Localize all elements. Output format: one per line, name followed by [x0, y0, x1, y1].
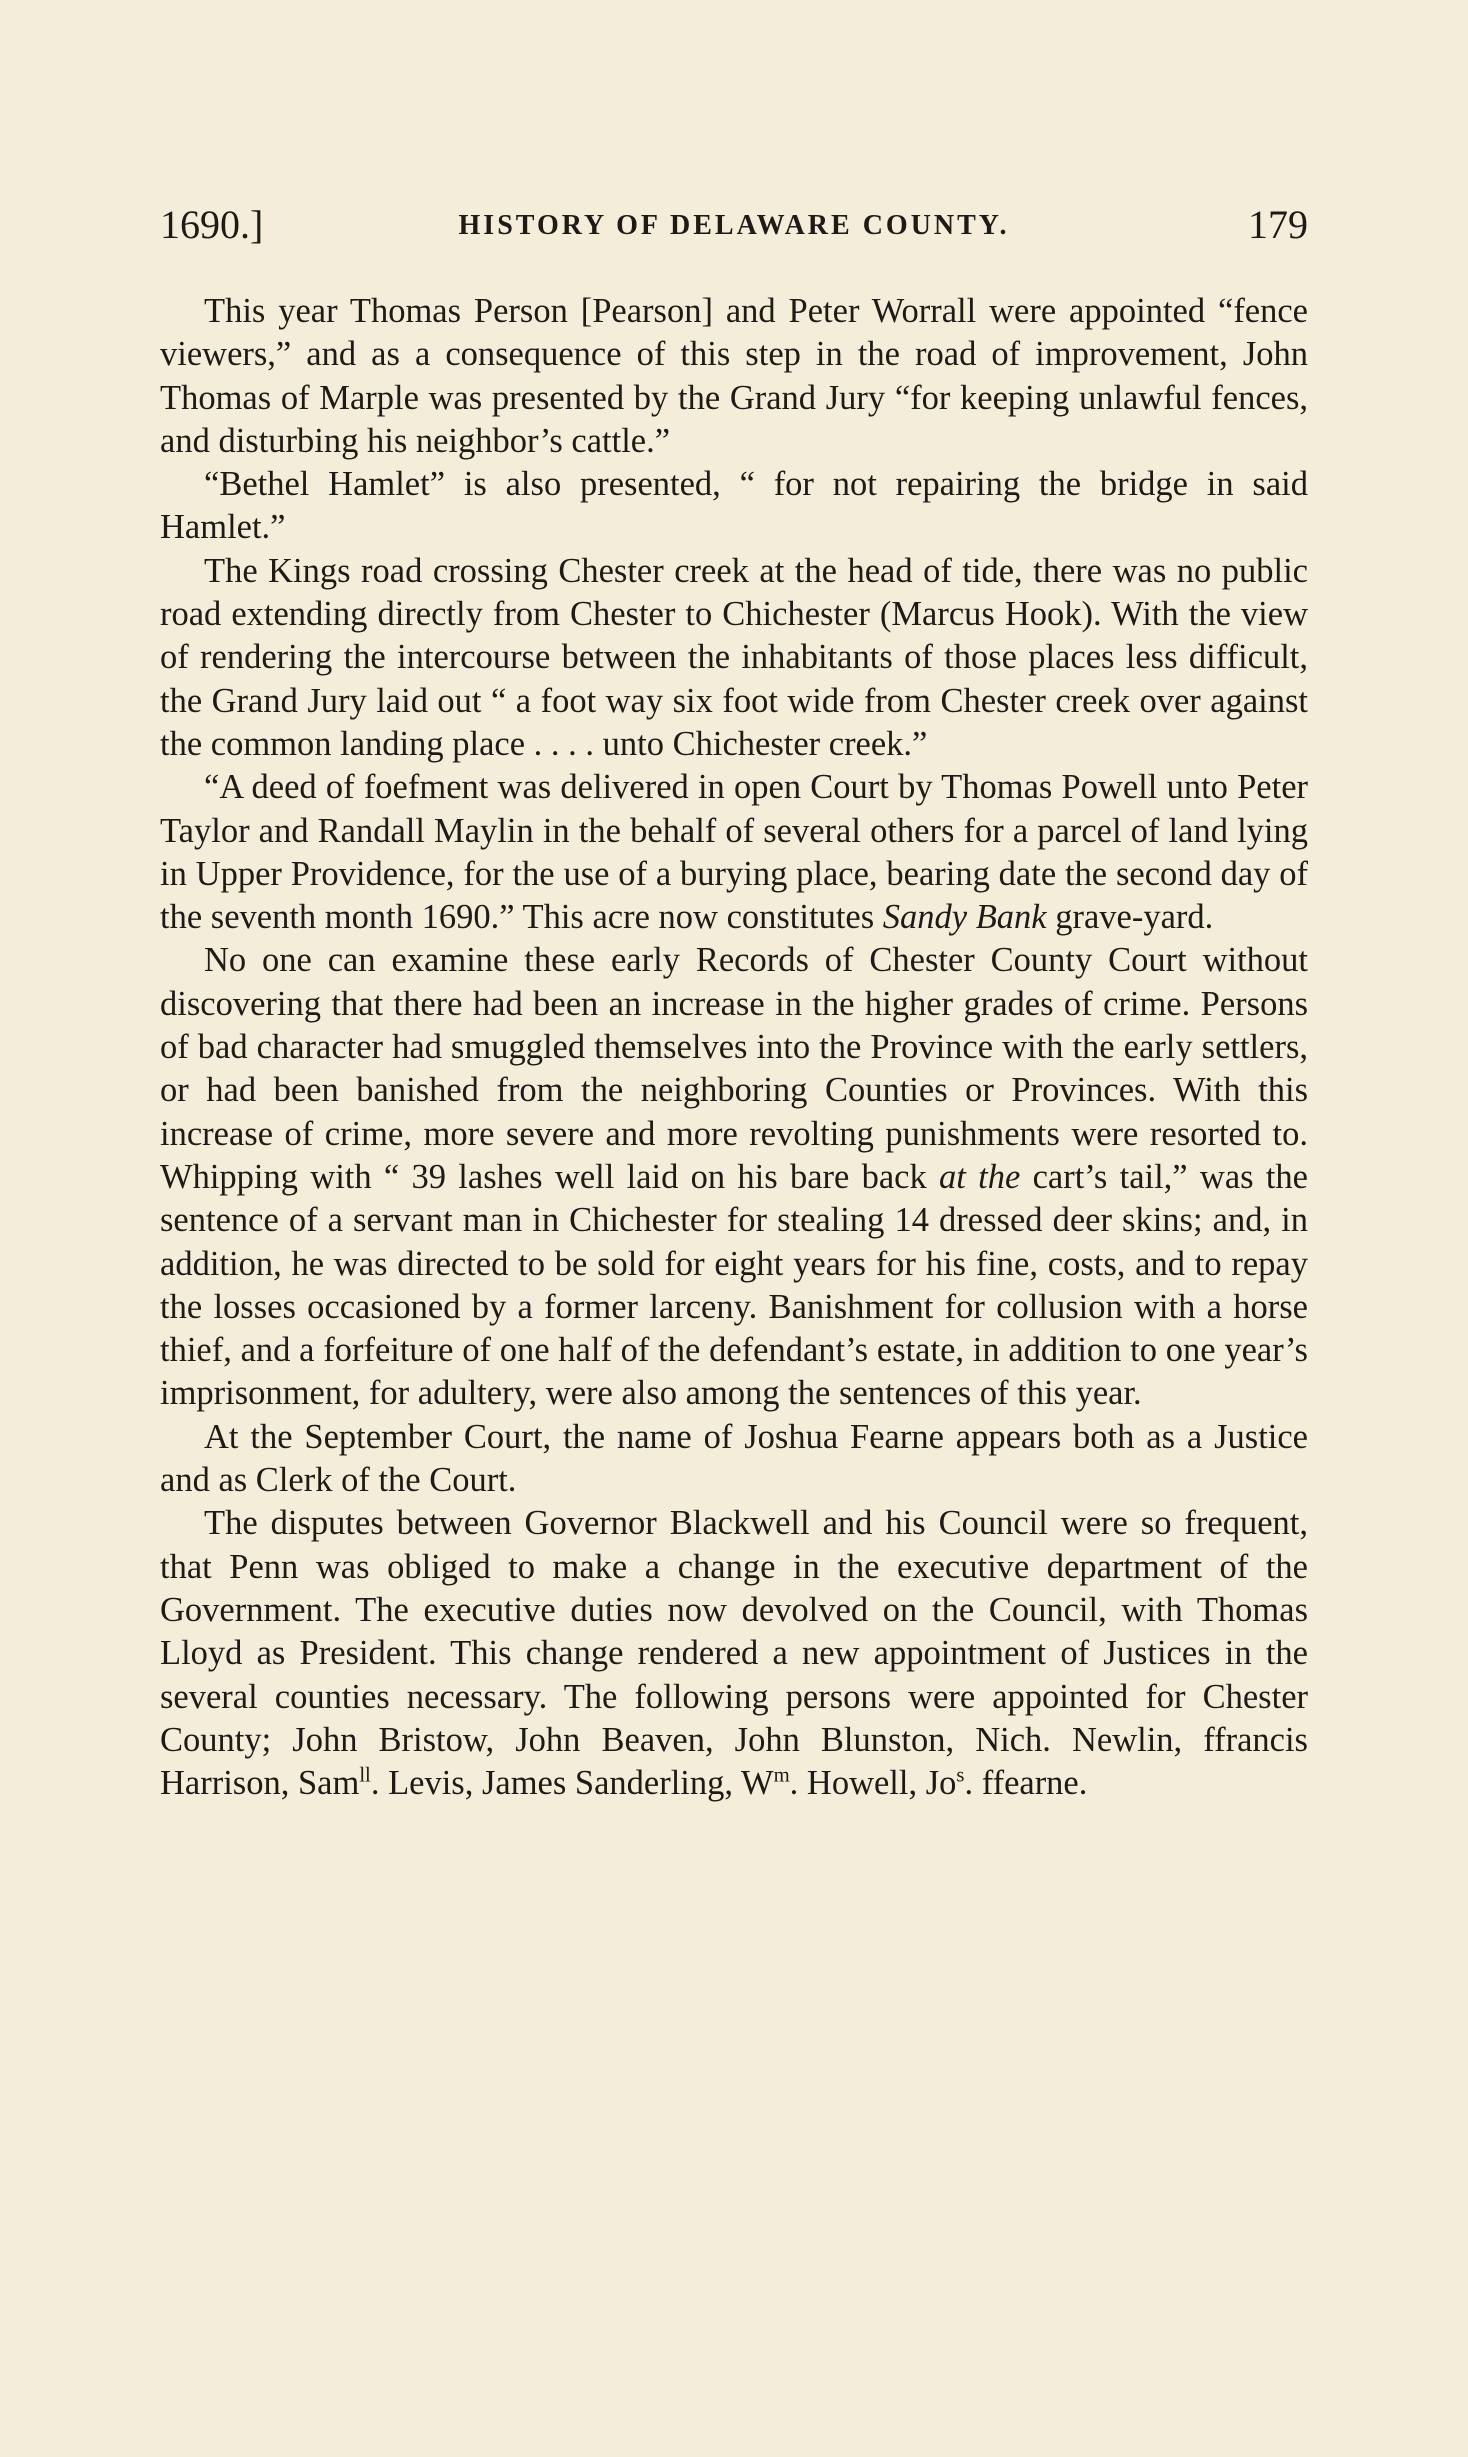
paragraph: “A deed of foefment was delivered in open Court by Thomas Powell unto Peter Taylor and Randall Maylin in the behalf of several others for a parcel of land lying in Upper Providence, for the use of a burying place, bearing date the second day of the seventh month 1690.” This acre now constitutes Sandy Bank grave-yard. [160, 768, 1308, 937]
running-title: HISTORY OF DELAWARE COUNTY. [458, 210, 1010, 241]
superscript: m [773, 1764, 790, 1787]
page-number: 179 [1248, 202, 1308, 247]
italic-text: Sandy Bank [882, 898, 1047, 937]
superscript: s [956, 1764, 965, 1787]
italic-text: at the [939, 1157, 1021, 1196]
header-year: 1690.] [160, 202, 264, 247]
paragraph: At the September Court, the name of Joshua Fearne appears both as a Justice and as Clerk of the Court. [160, 1417, 1308, 1500]
body-text [160, 290, 1308, 1805]
paragraph: “Bethel Hamlet” is also presented, “ for not repairing the bridge in said Hamlet.” [160, 465, 1308, 547]
paragraph: This year Thomas Person [Pearson] and Peter Worrall were appointed “fence viewers,” and as a consequence of this step in the road of improvement, John Thomas of Marple was presented by the Grand Jury “for keeping unlawful fences, and disturbing his neighbor’s cattle.” [160, 292, 1308, 460]
paragraph: The Kings road crossing Chester creek at the head of tide, there was no public road extending directly from Chester to Chichester (Marcus Hook). With the view of rendering the intercourse between the inhabitants of those places less difficult, the Grand Jury laid out “ a foot way six foot wide from Chester creek over against the common landing place . . . . unto Chichester creek.” [160, 551, 1308, 763]
paragraph: No one can examine these early Records of Chester County Court without discovering that there had been an increase in the higher grades of crime. Persons of bad character had smuggled themselves into the Province with the early settlers, or had been banished from the neighboring Counties or Provinces. With this increase of crime, more severe and more revolting punishments were resorted to. Whipping with “ 39 lashes well laid on his bare back at the cart’s tail,” was the sentence of a servant man in Chichester for stealing 14 dressed deer skins; and, in addition, he was directed to be sold for eight years for his fine, costs, and to repay the losses occasioned by a former larceny. Banishment for collusion with a horse thief, and a forfeiture of one half of the defendant’s estate, in addition to one year’s imprisonment, for adultery, were also among the sentences of this year. [160, 941, 1308, 1413]
running-header [160, 200, 1308, 250]
superscript: ll [359, 1764, 371, 1787]
paragraph: The disputes between Governor Blackwell and his Council were so frequent, that Penn was obliged to make a change in the executive department of the Government. The executive duties now devolved on the Council, with Thomas Lloyd as President. This change rendered a new appointment of Justices in the several counties necessary. The following persons were appointed for Chester County; John Bristow, John Beaven, John Blunston, Nich. Newlin, ffrancis Harrison, Sam$^{ll}$. Levis, James Sanderling, $W^m$. Howell, Jo$^s$. ffearne. [160, 1504, 1308, 1803]
